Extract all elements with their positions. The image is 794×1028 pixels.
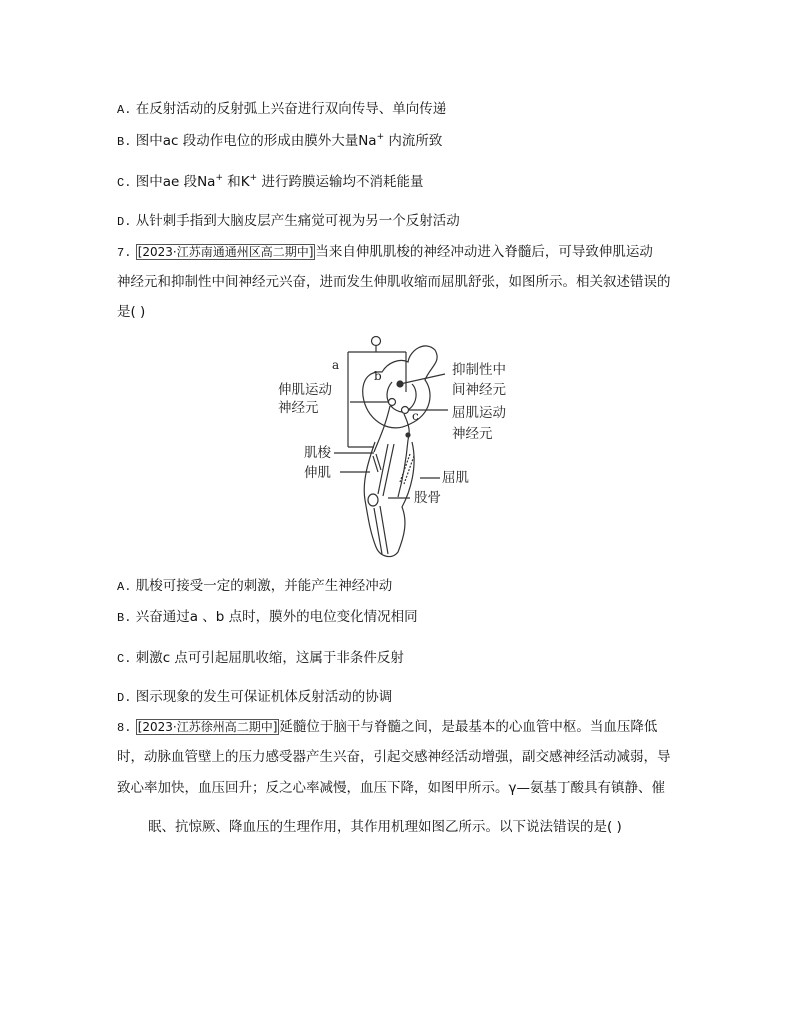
extensor-motor-neuron-icon xyxy=(389,399,396,406)
question-number: 7. xyxy=(117,246,132,260)
question-source: [2023·江苏南通通州区高二期中] xyxy=(137,245,314,259)
label-b: b xyxy=(374,369,382,383)
question-text: 时，动脉血管壁上的压力感受器产生兴奋，引起交感神经活动增强，副交感神经活动减弱，导 xyxy=(117,749,671,765)
q7-option-a xyxy=(117,576,392,597)
flexor-motor-neuron-icon xyxy=(402,407,409,414)
option-text: 刺激c 点可引起屈肌收缩，这属于非条件反射 xyxy=(135,650,404,666)
label-c: c xyxy=(412,409,419,423)
q8-stem-line1 xyxy=(117,717,657,738)
superscript: + xyxy=(215,173,223,183)
label-femur: 股骨 xyxy=(414,490,441,506)
option-letter: B. xyxy=(117,611,132,625)
q6-option-d xyxy=(117,211,460,232)
label-extensor: 伸肌 xyxy=(304,465,331,481)
label-extensor-motor-neuron-2: 神经元 xyxy=(278,400,319,416)
option-text: 在反射活动的反射弧上兴奋进行双向传导、单向传递 xyxy=(135,101,447,117)
question-text: 致心率加快，血压回升；反之心率减慢，血压下降，如图甲所示。γ—氨基丁酸具有镇静、催 xyxy=(117,780,665,796)
option-text: 图中ae 段Na xyxy=(135,174,216,190)
option-letter: D. xyxy=(117,215,132,229)
reflex-diagram xyxy=(270,332,530,564)
question-text: 当来自伸肌肌梭的神经冲动进入脊髓后，可导致伸肌运动 xyxy=(315,244,653,260)
question-text: 眠、抗惊厥、降血压的生理作用，其作用机理如图乙所示。以下说法错误的是( ) xyxy=(148,819,622,835)
q7-stem-line1 xyxy=(117,242,653,263)
q7-stem-line3 xyxy=(117,302,145,322)
option-letter: A. xyxy=(117,103,132,117)
label-flexor-motor-neuron-1: 屈肌运动 xyxy=(452,405,506,421)
q7-option-c xyxy=(117,648,404,669)
question-number: 8. xyxy=(117,721,132,735)
q8-stem-line3 xyxy=(117,778,665,798)
q8-stem-line4 xyxy=(148,817,622,837)
label-flexor-motor-neuron-2: 神经元 xyxy=(452,426,493,442)
q8-stem-line2 xyxy=(117,747,671,767)
label-inhibitory-interneuron-1: 抑制性中 xyxy=(452,362,506,378)
option-text: 图示现象的发生可保证机体反射活动的协调 xyxy=(135,689,393,705)
q6-option-c xyxy=(117,172,424,193)
q7-stem-line2 xyxy=(117,272,671,292)
label-muscle-spindle: 肌梭 xyxy=(304,445,331,461)
label-extensor-motor-neuron-1: 伸肌运动 xyxy=(278,382,332,398)
option-text: 肌梭可接受一定的刺激，并能产生神经冲动 xyxy=(135,578,393,594)
superscript: + xyxy=(249,173,258,183)
option-letter: D. xyxy=(117,691,132,705)
option-text: 图中ac 段动作电位的形成由膜外大量Na xyxy=(135,133,377,149)
option-text: 和K xyxy=(223,174,250,190)
option-letter: A. xyxy=(117,580,132,594)
label-inhibitory-interneuron-2: 间神经元 xyxy=(452,382,506,398)
superscript: + xyxy=(376,132,385,142)
q6-option-a xyxy=(117,99,446,120)
question-text: 延髓位于脑干与脊髓之间，是最基本的心血管中枢。当血压降低 xyxy=(279,719,658,735)
option-text: 内流所致 xyxy=(384,133,443,149)
electrode-icon xyxy=(372,337,381,346)
option-text: 兴奋通过a 、b 点时，膜外的电位变化情况相同 xyxy=(135,609,418,625)
question-source: [2023·江苏徐州高二期中] xyxy=(137,720,278,734)
option-letter: B. xyxy=(117,135,132,149)
option-letter: C. xyxy=(117,652,132,666)
question-text: 神经元和抑制性中间神经元兴奋，进而发生伸肌收缩而屈肌舒张，如图所示。相关叙述错误的 xyxy=(117,274,671,290)
label-a: a xyxy=(332,358,340,372)
label-flexor: 屈肌 xyxy=(442,470,469,486)
option-text: 从针刺手指到大脑皮层产生痛觉可视为另一个反射活动 xyxy=(135,213,460,229)
q7-option-d xyxy=(117,687,392,708)
option-letter: C. xyxy=(117,176,132,190)
q6-option-b xyxy=(117,131,442,152)
question-text: 是( ) xyxy=(117,304,146,320)
q7-option-b xyxy=(117,607,418,628)
muscle-spindle-icon xyxy=(373,454,381,472)
option-text: 进行跨膜运输均不消耗能量 xyxy=(257,174,424,190)
